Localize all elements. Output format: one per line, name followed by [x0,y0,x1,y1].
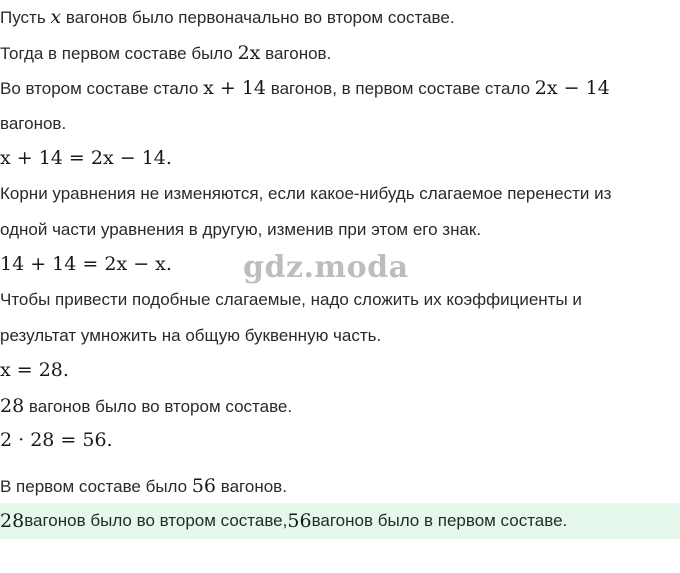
line-14 [0,474,287,499]
math-expression: 2x [237,42,261,64]
math-expression: 2x − 14 [534,77,610,99]
text: Тогда в первом составе было [0,44,238,63]
answer-box [0,503,680,539]
text: вагонов. [0,114,67,133]
text: Во втором составе стало [0,79,204,98]
line-7 [0,218,481,242]
line-6 [0,182,611,206]
line-3 [0,76,610,101]
watermark-logo: gdz.moda [243,250,409,285]
math-number: 56 [287,510,312,532]
text: Пусть [0,8,51,27]
text: вагонов было первоначально во втором составе. [61,8,455,27]
line-9 [0,288,582,312]
line-4 [0,112,66,136]
math-number: 28 [0,510,25,532]
math-number: 28 [0,395,25,417]
line-2 [0,41,331,66]
text: вагонов. [216,477,287,496]
text: вагонов, в первом составе стало [266,79,535,98]
text: результат умножить на общую буквенную часть. [0,326,382,345]
text: В первом составе было [0,477,192,496]
math-variable: x [50,6,62,28]
equation-1: x + 14 = 2x − 14. [0,147,172,169]
math-expression: x + 14 [203,77,267,99]
text: Чтобы привести подобные слагаемые, надо сложить их коэффициенты и [0,290,582,309]
equation-4: 2 · 28 = 56. [0,429,113,451]
equation-3: x = 28. [0,359,69,381]
line-1 [0,5,455,30]
math-number: 56 [191,475,217,497]
text: вагонов. [260,44,332,63]
equation-2: 14 + 14 = 2x − x. [0,253,172,275]
text: вагонов было во втором составе, [24,511,288,530]
text: вагонов было в первом составе. [311,511,568,530]
text: Корни уравнения не изменяются, если какое-нибудь слагаемое перенести из [0,184,612,203]
line-10 [0,324,381,348]
line-12 [0,394,292,419]
text: одной части уравнения в другую, изменив при этом его знак. [0,220,482,239]
text: вагонов было во втором составе. [24,397,293,416]
